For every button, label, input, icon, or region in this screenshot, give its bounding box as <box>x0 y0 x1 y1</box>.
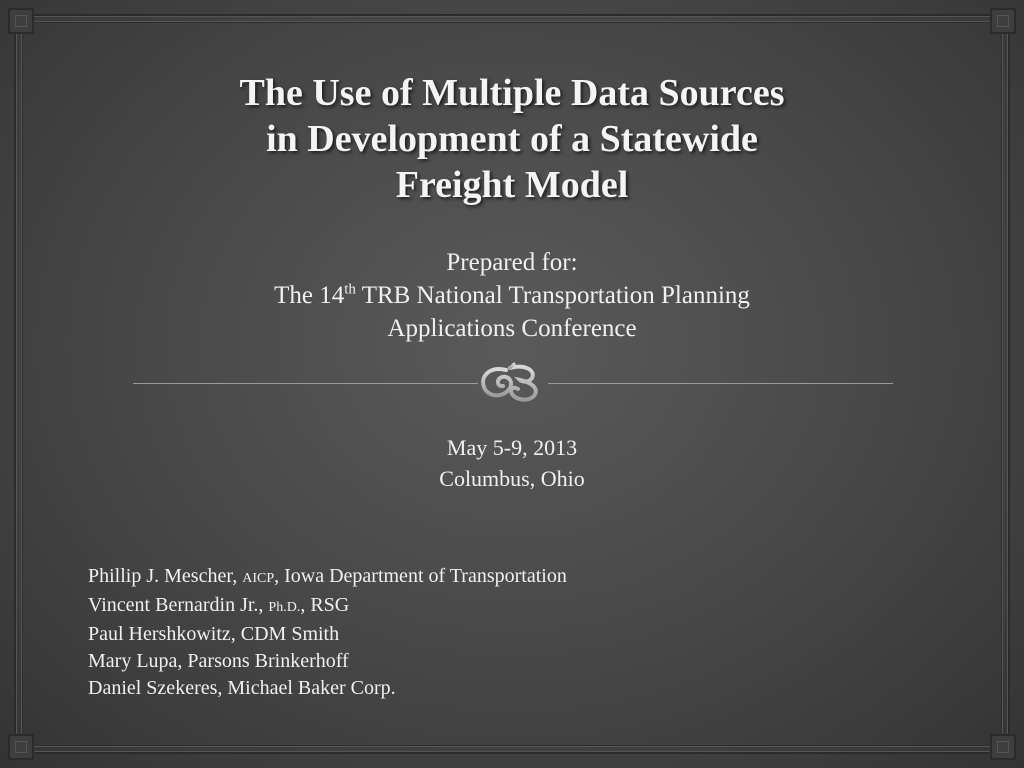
title-line-2: in Development of a Statewide <box>266 118 758 160</box>
author-row <box>88 592 567 621</box>
author-affiliation: , RSG <box>300 594 350 616</box>
subtitle <box>112 246 912 345</box>
ordinal-superscript: th <box>344 281 356 298</box>
divider-line-right <box>548 383 893 384</box>
conference-prefix: The 14 <box>274 282 345 309</box>
flourish-ornament-icon <box>476 360 548 406</box>
author-row <box>88 675 567 702</box>
author-name: Phillip J. Mescher, <box>88 565 243 587</box>
divider-line-left <box>133 383 478 384</box>
author-credential: Ph.D. <box>268 600 301 615</box>
conference-suffix: TRB National Transportation Planning <box>355 282 750 309</box>
conference-line-1 <box>112 279 912 312</box>
conference-line-2: Applications Conference <box>387 315 637 342</box>
title-line-3: Freight Model <box>395 164 629 206</box>
author-row <box>88 563 567 592</box>
slide-title <box>112 70 912 208</box>
author-name: Daniel Szekeres, Michael Baker Corp. <box>88 677 396 699</box>
author-list <box>88 563 567 702</box>
corner-ornament-top-right <box>990 8 1016 34</box>
author-name: Mary Lupa, Parsons Brinkerhoff <box>88 650 349 672</box>
author-name: Paul Hershkowitz, CDM Smith <box>88 623 340 645</box>
event-location: Columbus, Ohio <box>439 466 585 491</box>
prepared-for: Prepared for: <box>446 249 578 276</box>
corner-ornament-bottom-left <box>8 734 34 760</box>
event-date: May 5-9, 2013 <box>446 435 578 460</box>
corner-ornament-bottom-right <box>990 734 1016 760</box>
author-row <box>88 648 567 675</box>
corner-ornament-top-left <box>8 8 34 34</box>
author-affiliation: , Iowa Department of Transportation <box>274 565 567 587</box>
author-credential: AICP <box>242 571 275 586</box>
title-line-1: The Use of Multiple Data Sources <box>239 72 785 114</box>
author-name: Vincent Bernardin Jr., <box>88 594 269 616</box>
author-row <box>88 621 567 648</box>
event-info <box>212 432 812 494</box>
